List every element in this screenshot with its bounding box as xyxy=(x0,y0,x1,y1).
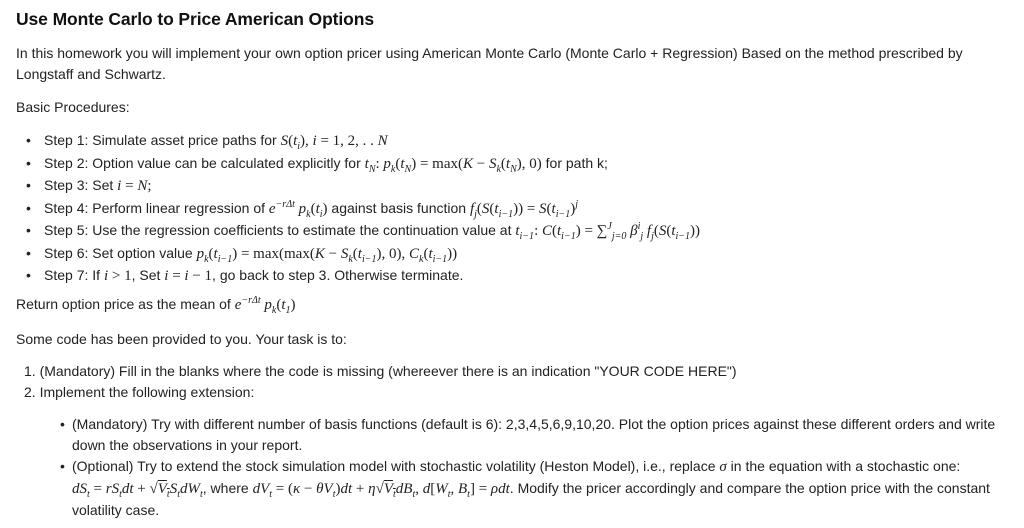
formula-step-7: i xyxy=(103,268,109,284)
intro-line-2: Longstaff and Schwartz. xyxy=(16,66,166,82)
step-6: • Step 6: Set option value $p_k(t_{i-1}) = \max(\max(K - S_k(t_{i-1})$, 0), $C_k(t_{i-1})$) xyxy=(24,243,700,266)
step-3: • Step 3: Set i = N; xyxy=(24,175,700,198)
extension-list xyxy=(60,414,1018,521)
task-list xyxy=(24,361,737,403)
task-item-2: 2. Implement the following extension: xyxy=(24,384,255,400)
return-line: Return option price as the mean of $e^{-r\Delta t}$ $p_k(t_1)$ xyxy=(16,295,296,316)
task-item-1: 1. (Mandatory) Fill in the blanks where the code is missing (whereever there is an indication "YOUR CODE HERE") xyxy=(24,363,737,379)
formula-step-3: i xyxy=(117,178,122,194)
step-2: • Step 2: Option value can be calculated explicitly for $t_N$: $p_k(t_N) = \max(K - S_k(t_N)$, 0) for path k; xyxy=(24,153,700,176)
page-title: Use Monte Carlo to Price American Options xyxy=(16,9,374,29)
extension-mandatory: • (Mandatory) Try with different number of basis functions (default is 6): 2,3,4,5,6,9,10,20. Plot the option prices against these different orders and write down the observations in your report. xyxy=(60,414,1018,456)
formula-step-5: $t_{i-1}$ xyxy=(515,223,535,242)
step-7: • Step 7: If i > 1, Set i = i − 1, go back to step 3. Otherwise terminate. xyxy=(24,265,700,288)
formula-heston-v: $dV_t$ xyxy=(252,481,273,500)
formula-heston-s: $dS_t$ xyxy=(72,481,90,500)
basic-procedures-heading: Basic Procedures: xyxy=(16,99,130,115)
formula-step-4: $e^{-r\Delta t}$ $p_k$ xyxy=(268,198,311,220)
intro-line-1: In this homework you will implement your own option pricer using American Monte Carlo (Monte Carlo + Regression) Based on the method prescribed by xyxy=(16,45,963,61)
formula-sigma: σ xyxy=(719,459,727,475)
task-intro: Some code has been provided to you. Your task is to: xyxy=(16,331,347,347)
steps-list xyxy=(24,130,700,288)
step-4: • Step 4: Perform linear regression of $e^{-r\Delta t}$ $p_k(t_i)$ against basis function $f_j(S(t_{i-1})) = S(t_{i-1})^j$ xyxy=(24,198,700,221)
formula-return: $e^{-r\Delta t}$ $p_k$ xyxy=(234,295,277,316)
formula-step-6: $p_k$ xyxy=(196,245,209,265)
formula-step-2: $t_N$ xyxy=(364,155,376,175)
formula-step-1: S xyxy=(280,133,289,149)
extension-optional: • (Optional) Try to extend the stock simulation model with stochastic volatility (Heston Model), i.e., replace σ in the equation with a stochastic one: $dS_t = rS_tdt + √V_tS_tdW_t$, where $dV_t = (\kappa - \theta V_t)dt + \eta√V_tdB_t$, $d[W_t$, $B_t] = \rho dt$. Modify the pricer accordingly and compare the option price with the constant volatility case. xyxy=(60,456,1018,521)
step-1: • Step 1: Simulate asset price paths for $S(t_i)$, i = 1, 2, . . N xyxy=(24,130,700,153)
step-5: • Step 5: Use the regression coefficients to estimate the continuation value at $t_{i-1}$: $C(t_{i-1}) = \sum^J_{j=0}$ $\beta^i_j$ $f_j(S(t_{i-1}))$ xyxy=(24,220,700,243)
